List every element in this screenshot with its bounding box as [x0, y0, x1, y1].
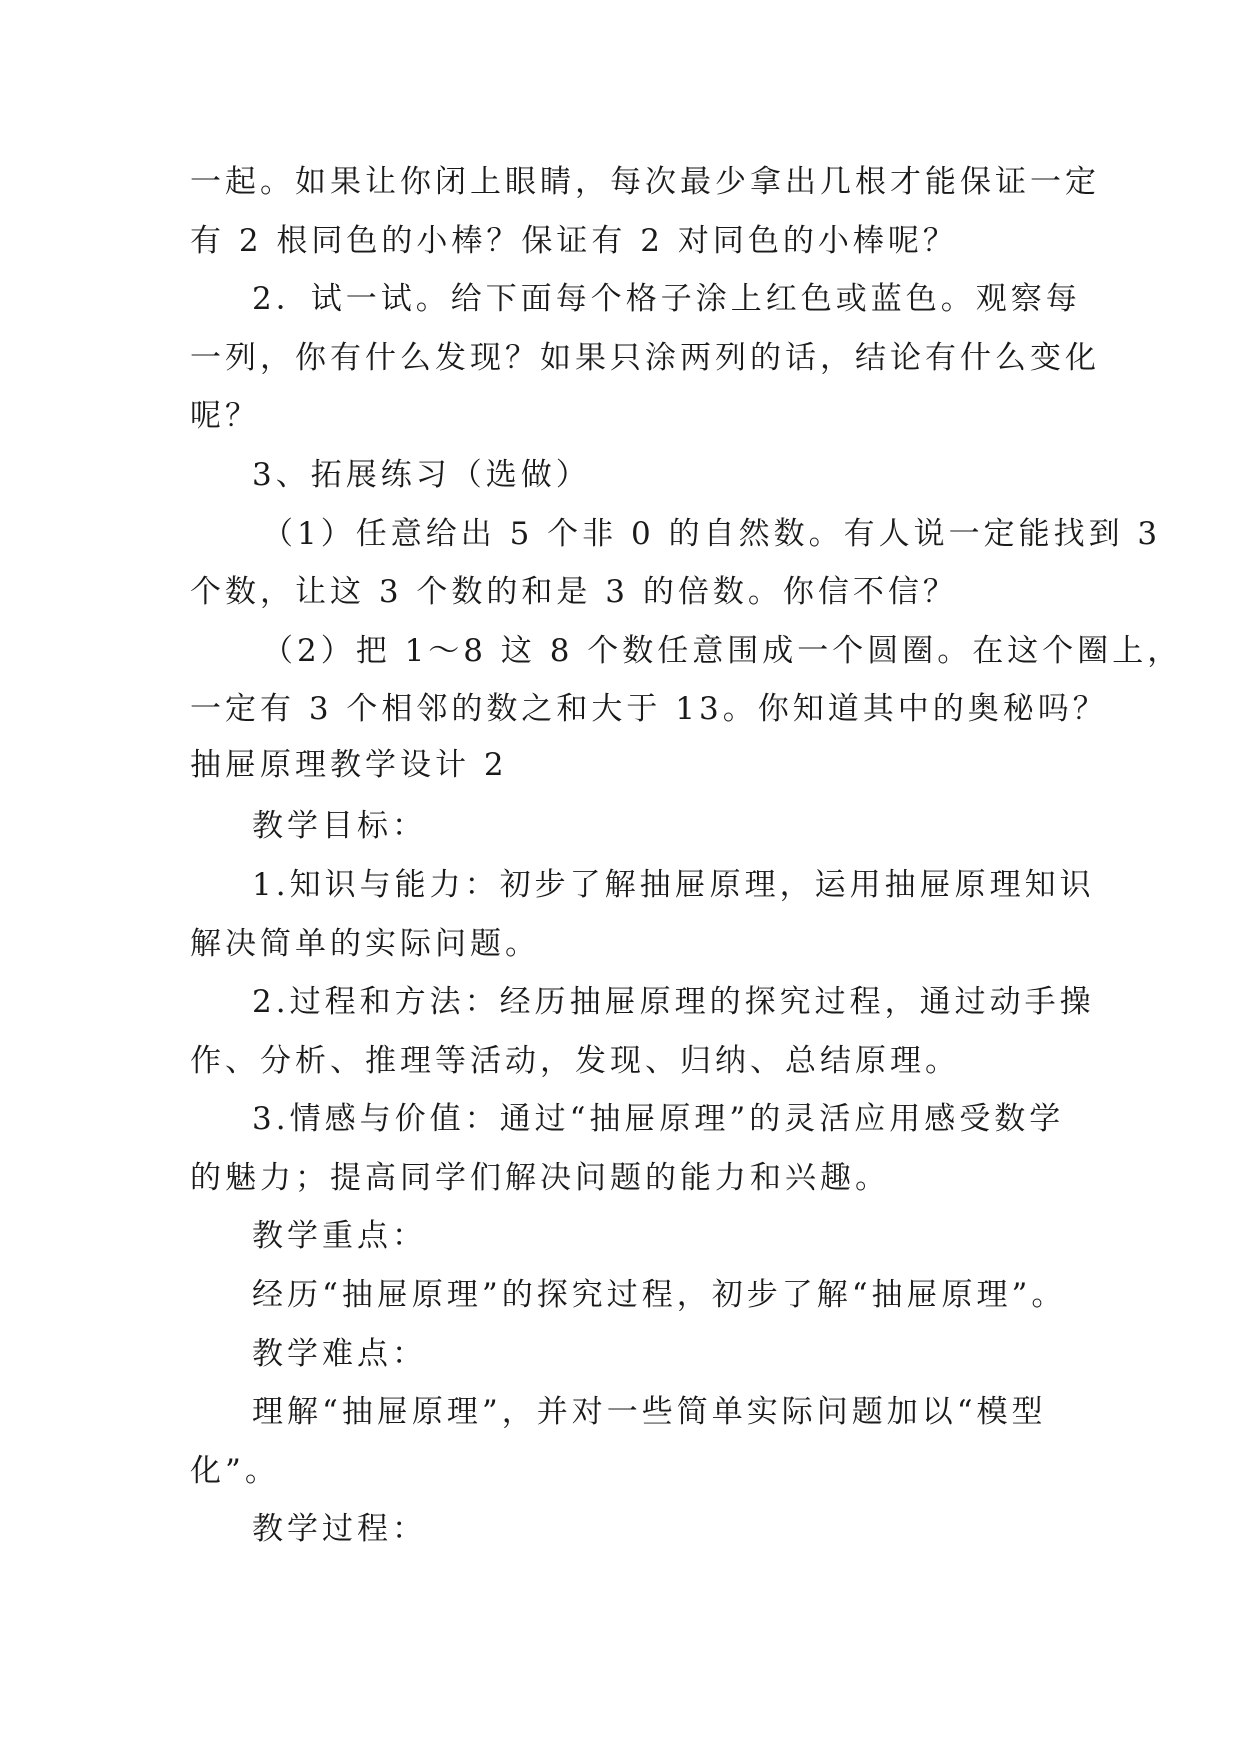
paragraph-line: 理解“抽屉原理”，并对一些简单实际问题加以“模型 [252, 1394, 1047, 1430]
paragraph-line: 2.过程和方法：经历抽屉原理的探究过程，通过动手操 [252, 984, 1095, 1020]
document-title: 抽屉原理教学设计 2 [190, 747, 508, 783]
section-heading: 教学过程： [252, 1511, 427, 1547]
paragraph-line: 一定有 3 个相邻的数之和大于 13。你知道其中的奥秘吗？ [190, 691, 1108, 727]
paragraph-line: （2）把 1～8 这 8 个数任意围成一个圆圈。在这个圈上， [262, 633, 1183, 669]
paragraph-line: （1）任意给出 5 个非 0 的自然数。有人说一定能找到 3 [262, 516, 1162, 552]
paragraph-line: 作、分析、推理等活动，发现、归纳、总结原理。 [190, 1043, 960, 1079]
section-heading: 教学重点： [252, 1218, 427, 1254]
paragraph-line: 有 2 根同色的小棒？保证有 2 对同色的小棒呢？ [190, 223, 958, 259]
paragraph-line: 1.知识与能力：初步了解抽屉原理，运用抽屉原理知识 [252, 867, 1095, 903]
paragraph-line: 解决简单的实际问题。 [190, 926, 540, 962]
paragraph-line: 一列，你有什么发现？如果只涂两列的话，结论有什么变化 [190, 340, 1100, 376]
section-heading: 3、拓展练习（选做） [252, 457, 591, 493]
paragraph-line: 3.情感与价值：通过“抽屉原理”的灵活应用感受数学 [252, 1101, 1065, 1137]
paragraph-line: 呢？ [190, 398, 260, 434]
paragraph-line: 经历“抽屉原理”的探究过程，初步了解“抽屉原理”。 [252, 1277, 1067, 1313]
paragraph-line: 个数，让这 3 个数的和是 3 的倍数。你信不信？ [190, 574, 958, 610]
paragraph-line: 2．试一试。给下面每个格子涂上红色或蓝色。观察每 [252, 281, 1081, 317]
section-heading: 教学目标： [252, 808, 427, 844]
paragraph-line: 的魅力；提高同学们解决问题的能力和兴趣。 [190, 1160, 890, 1196]
section-heading: 教学难点： [252, 1336, 427, 1372]
paragraph-line: 化”。 [190, 1453, 280, 1489]
paragraph-line: 一起。如果让你闭上眼睛，每次最少拿出几根才能保证一定 [190, 164, 1100, 200]
